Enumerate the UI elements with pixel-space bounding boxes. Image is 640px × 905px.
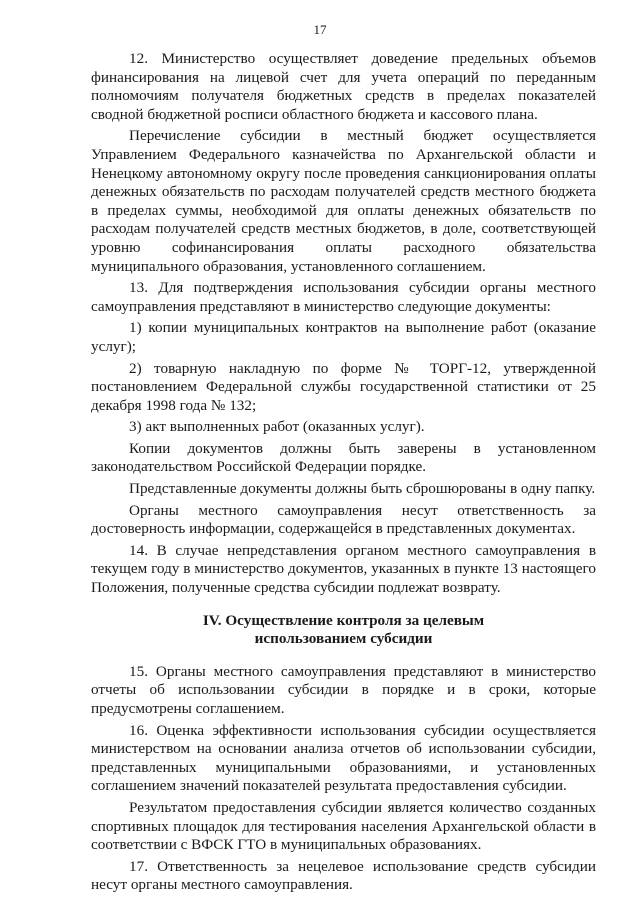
section-heading [91,612,596,649]
section-heading-line-1: IV. Осуществление контроля за целевым [202,611,485,629]
list-item-act: 3) акт выполненных работ (оказанных услуг). [129,418,425,436]
paragraph-copies: Копии документов должны быть заверены в установленном законодательством Российской Федерации порядке. [91,439,596,476]
paragraph-12: 12. Министерство осуществляет доведение предельных объемов финансирования на лицевой счет для учета операций по переданным полномочиям получателя бюджетных средств в пределах показателей сводной бюджетной росписи областного бюджета и кассового плана. [91,50,596,123]
paragraph-responsibility: Органы местного самоуправления несут ответственность за достоверность информации, содержащейся в представленных документах. [91,501,596,538]
paragraph-16: 16. Оценка эффективности использования субсидии осуществляется министерством на основании анализа отчетов об использовании субсидии, представленных муниципальными образованиями, и установленных соглашением значений показателей результата предоставления субсидии. [91,721,596,795]
section-heading-line-2: использованием субсидии [254,630,433,648]
paragraph-14: 14. В случае непредставления органом местного самоуправления в текущем году в министерство документов, указанных в пункте 13 настоящего Положения, полученные средства субсидии подлежат возврату. [91,541,596,597]
list-item-contracts: 1) копии муниципальных контрактов на выполнение работ (оказание услуг); [91,319,596,355]
document-body [91,50,596,898]
paragraph-13: 13. Для подтверждения использования субсидии органы местного самоуправления представляют в министерство следующие документы: [91,279,596,315]
paragraph-transfer: Перечисление субсидии в местный бюджет осуществляется Управлением Федерального казначейства по Архангельской области и Ненецкому автономному округу после проведения санкционирования оплаты денежных обязательств по расходам получателей средств местного бюджета в пределах суммы, необходимой для оплаты денежных обязательств по расходам получателей средств местных бюджетов, в доле, соответствующей уровню софинансирования оплаты расходного обязательства муниципального образования, установленного соглашением. [91,127,596,275]
page-number: 17 [313,22,327,37]
paragraph-folder: Представленные документы должны быть сброшюрованы в одну папку. [129,480,596,498]
paragraph-15: 15. Органы местного самоуправления представляют в министерство отчеты об использовании субсидии в порядке и в сроки, которые предусмотрены соглашением. [91,662,596,717]
list-item-invoice: 2) товарную накладную по форме № ТОРГ-12, утвержденной постановлением Федеральной службы государственной статистики от 25 декабря 1998 года № 132; [91,359,596,414]
paragraph-17: 17. Ответственность за нецелевое использование средств субсидии несут органы местного самоуправления. [91,857,596,894]
paragraph-result: Результатом предоставления субсидии является количество созданных спортивных площадок для тестирования населения Архангельской области в соответствии с ВФСК ГТО в муниципальных образованиях. [91,798,596,854]
